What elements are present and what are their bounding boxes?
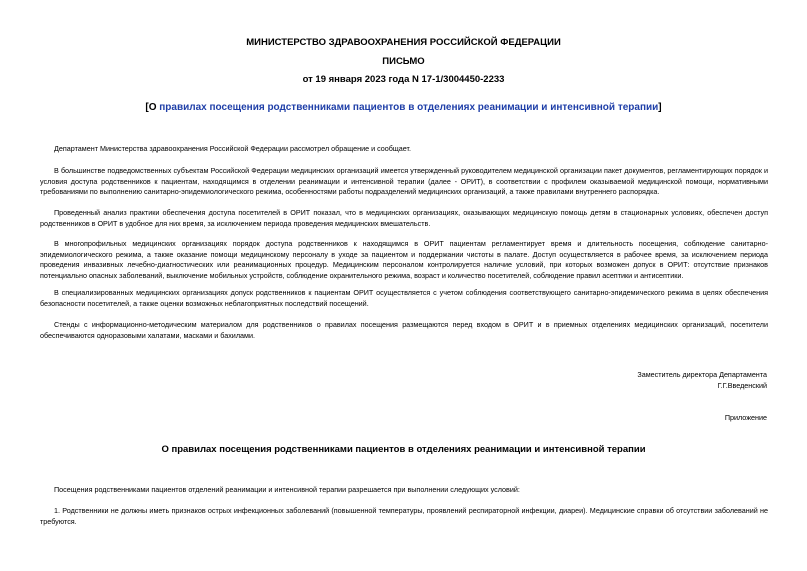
appendix-intro: Посещения родственниками пациентов отделений реанимации и интенсивной терапии разрешается при выполнении следующих условий: [54,485,520,494]
title-bracket-open: [О [145,102,160,113]
paragraph-6: Стенды с информационно-методическим материалом для родственников о правилах посещения размещаются перед входом в ОРИТ и в приемных отделениях медицинских организаций, посетители обеспечиваются одноразовыми халатами, масками и бахилами. [40,320,768,340]
title-bracket-close: ] [658,102,662,113]
paragraph-4: В многопрофильных медицинских организациях порядок доступа родственников к находящимся в ОРИТ пациентам регламентирует время и длительность посещения, соблюдение санитарно-эпидемиологического режима, а также оказание помощи медицинскому персоналу в уходе за пациентом и поддержании чистоты в палате. Доступ осуществляется в рабочее время, за исключением периода проведения инвазивных лечебно-диагностических или реанимационных процедур. Медицинским персоналом контролируется наличие условий, при которых возможен допуск в ОРИТ: отсутствие признаков потенциально опасных заболеваний, выключение мобильных устройств, соблюдение охранительного режима, возраст и количество посетителей, соблюдение правил асептики и антисептики. [40,239,768,280]
signature-block [637,370,767,391]
signature-name: Г.Г.Введенский [717,380,767,390]
date-number-heading: от 19 января 2023 года N 17-1/3004450-2233 [302,74,505,85]
paragraph-1: Департамент Министерства здравоохранения Российской Федерации рассмотрел обращение и сообщает. [54,144,412,153]
appendix-title: О правилах посещения родственниками пациентов в отделениях реанимации и интенсивной терапии [161,444,646,455]
paragraph-3: Проведенный анализ практики обеспечения доступа посетителей в ОРИТ показал, что в медицинских организациях, оказывающих медицинскую помощь детям в стационарных условиях, обеспечен доступ родственников в ОРИТ в удобное для них время, за исключением периода проведения медицинских вмешательств. [40,208,768,228]
appendix-label: Приложение [724,413,767,422]
title-link[interactable]: правилах посещения родственниками пациентов в отделениях реанимации и интенсивной терапии [159,102,659,113]
doc-type-heading: ПИСЬМО [382,56,425,67]
signature-position: Заместитель директора Департамента [637,370,767,379]
document-title [0,101,807,114]
paragraph-2: В большинстве подведомственных субъектам Российской Федерации медицинских организаций имеется утвержденный руководителем медицинской организации пакет документов, регламентирующих порядок и условия доступа родственников к пациентам, находящимся в отделении реанимации и интенсивной терапии (далее - ОРИТ), в соответствии с профилем оказываемой медицинской помощи, нормативными требованиями по выполнению санитарно-эпидемиологического режима, особенностями работы подразделений медицинских организаций, а также правилами внутреннего распорядка. [40,166,768,197]
ministry-heading: МИНИСТЕРСТВО ЗДРАВООХРАНЕНИЯ РОССИЙСКОЙ ФЕДЕРАЦИИ [246,37,561,48]
appendix-item-1: 1. Родственники не должны иметь признаков острых инфекционных заболеваний (повышенной температуры, проявлений респираторной инфекции, диареи). Медицинские справки об отсутствии заболеваний не требуются. [40,506,768,526]
paragraph-5: В специализированных медицинских организациях допуск родственников к пациентам ОРИТ осуществляется с учетом соблюдения соответствующего санитарно-эпидемического режима в целях обеспечения безопасности посетителей, а также оценки возможных неблагоприятных последствий посещений. [40,288,768,308]
